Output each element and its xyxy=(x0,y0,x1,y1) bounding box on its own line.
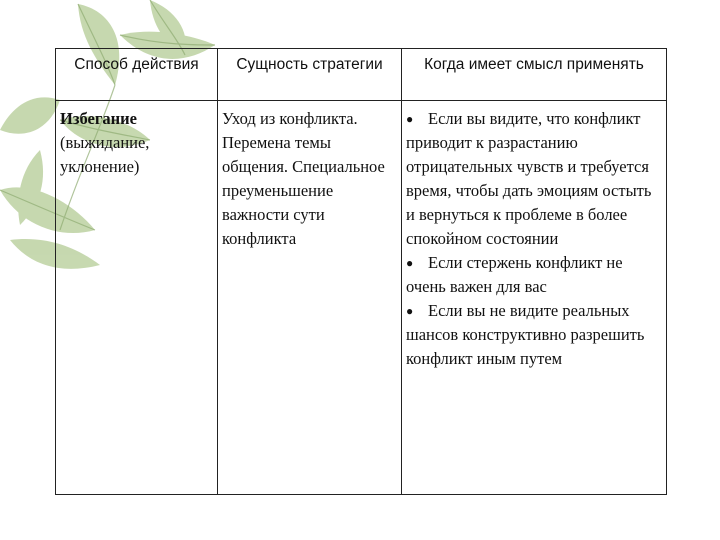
header-essence: Сущность стратегии xyxy=(218,49,402,101)
list-item: ● Если стержень конфликт не очень важен для вас xyxy=(406,253,623,296)
list-item: ● Если вы видите, что конфликт приводит к разрастанию отрицательных чувств и требуется время, чтобы дать эмоциям остыть и вернуться к проблеме в более спокойном состоянии xyxy=(406,109,652,248)
list-item: ● Если вы не видите реальных шансов конструктивно разрешить конфликт иным путем xyxy=(406,301,645,368)
method-name: Избегание xyxy=(60,109,137,128)
header-when: Когда имеет смысл применять xyxy=(402,49,667,101)
strategy-table xyxy=(55,48,667,495)
essence-cell: Уход из конфликта. Перемена темы общения. Специальное преуменьшение важности сути конфликта xyxy=(218,101,402,495)
when-cell xyxy=(402,101,667,495)
bullet-icon: ● xyxy=(406,256,414,270)
method-synonyms: (выжидание, уклонение) xyxy=(60,133,150,176)
bullet-icon: ● xyxy=(406,112,414,126)
table-header-row xyxy=(56,49,667,101)
method-cell xyxy=(56,101,218,495)
table-row xyxy=(56,101,667,495)
header-method: Способ действия xyxy=(56,49,218,101)
bullet-icon: ● xyxy=(406,304,414,318)
